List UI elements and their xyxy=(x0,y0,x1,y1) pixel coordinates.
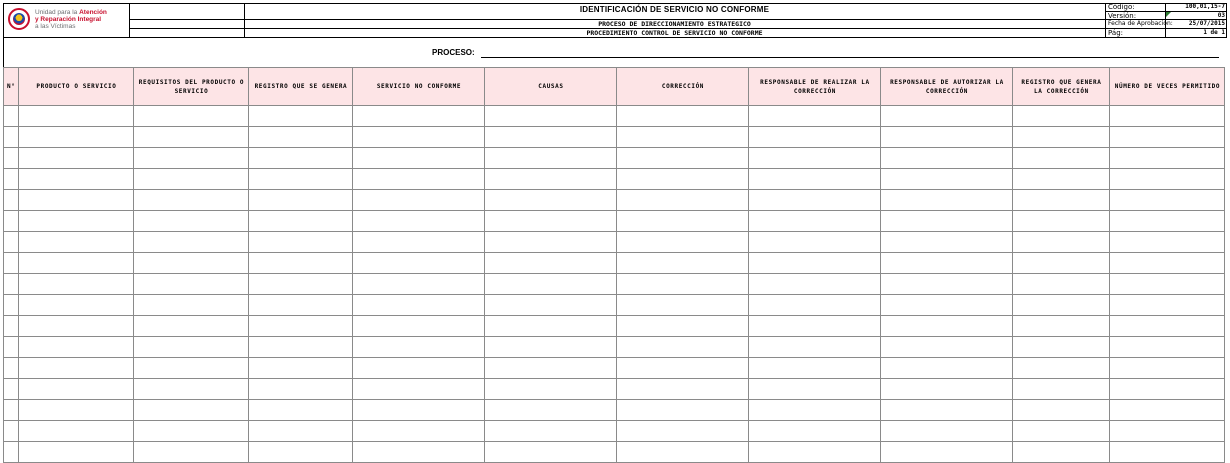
col-record: REGISTRO QUE SE GENERA xyxy=(249,68,353,106)
table-cell[interactable] xyxy=(881,190,1013,211)
table-cell[interactable] xyxy=(4,379,19,400)
table-cell[interactable] xyxy=(881,379,1013,400)
table-cell[interactable] xyxy=(485,106,617,127)
table-cell[interactable] xyxy=(19,169,134,190)
table-cell[interactable] xyxy=(249,127,353,148)
table-cell[interactable] xyxy=(881,148,1013,169)
table-cell[interactable] xyxy=(134,232,249,253)
table-cell[interactable] xyxy=(749,106,881,127)
table-cell[interactable] xyxy=(134,442,249,463)
table-cell[interactable] xyxy=(353,442,485,463)
table-row xyxy=(4,274,1225,295)
table-cell[interactable] xyxy=(4,106,19,127)
table-cell[interactable] xyxy=(1013,169,1110,190)
table-cell[interactable] xyxy=(1110,127,1225,148)
table-cell[interactable] xyxy=(881,400,1013,421)
table-cell[interactable] xyxy=(485,169,617,190)
table-cell[interactable] xyxy=(134,316,249,337)
table-cell[interactable] xyxy=(4,169,19,190)
table-cell[interactable] xyxy=(749,232,881,253)
table-cell[interactable] xyxy=(353,232,485,253)
table-cell[interactable] xyxy=(134,421,249,442)
table-cell[interactable] xyxy=(353,274,485,295)
header-divider xyxy=(129,3,130,38)
table-cell[interactable] xyxy=(1110,190,1225,211)
table-cell[interactable] xyxy=(4,400,19,421)
table-header-row xyxy=(4,68,1225,106)
table-cell[interactable] xyxy=(249,337,353,358)
table-cell[interactable] xyxy=(249,358,353,379)
table-cell[interactable] xyxy=(617,379,749,400)
table-cell[interactable] xyxy=(1013,232,1110,253)
table-cell[interactable] xyxy=(353,253,485,274)
table-cell[interactable] xyxy=(749,127,881,148)
table-cell[interactable] xyxy=(617,211,749,232)
table-cell[interactable] xyxy=(134,211,249,232)
table-cell[interactable] xyxy=(1013,127,1110,148)
table-cell[interactable] xyxy=(1110,169,1225,190)
table-cell[interactable] xyxy=(19,379,134,400)
table-cell[interactable] xyxy=(353,106,485,127)
table-cell[interactable] xyxy=(617,169,749,190)
table-cell[interactable] xyxy=(749,421,881,442)
table-cell[interactable] xyxy=(19,295,134,316)
table-cell[interactable] xyxy=(617,274,749,295)
col-responsible-perform: RESPONSABLE DE REALIZAR LA CORRECCIÓN xyxy=(749,68,881,106)
table-cell[interactable] xyxy=(134,190,249,211)
table-cell[interactable] xyxy=(881,295,1013,316)
table-cell[interactable] xyxy=(1013,379,1110,400)
table-row xyxy=(4,253,1225,274)
table-cell[interactable] xyxy=(617,232,749,253)
table-cell[interactable] xyxy=(485,379,617,400)
table-cell[interactable] xyxy=(4,148,19,169)
table-row xyxy=(4,127,1225,148)
table-row xyxy=(4,169,1225,190)
table-cell[interactable] xyxy=(1110,337,1225,358)
table-cell[interactable] xyxy=(134,358,249,379)
table-row xyxy=(4,421,1225,442)
cell-comment-marker-icon xyxy=(1166,12,1171,17)
table-cell[interactable] xyxy=(1013,421,1110,442)
table-cell[interactable] xyxy=(19,253,134,274)
table-row xyxy=(4,442,1225,463)
table-cell[interactable] xyxy=(881,253,1013,274)
meta-version-value: 03 xyxy=(1217,12,1225,19)
table-cell[interactable] xyxy=(617,358,749,379)
col-correction: CORRECCIÓN xyxy=(617,68,749,106)
table-cell[interactable] xyxy=(134,295,249,316)
table-row xyxy=(4,316,1225,337)
table-cell[interactable] xyxy=(249,316,353,337)
col-requirements: REQUISITOS DEL PRODUCTO O SERVICIO xyxy=(134,68,249,106)
table-cell[interactable] xyxy=(353,211,485,232)
meta-date-value: 25/07/2015 xyxy=(1188,20,1225,27)
table-cell[interactable] xyxy=(4,253,19,274)
table-row xyxy=(4,211,1225,232)
table-cell[interactable] xyxy=(617,106,749,127)
table-cell[interactable] xyxy=(249,169,353,190)
table-cell[interactable] xyxy=(1013,337,1110,358)
table-cell[interactable] xyxy=(134,253,249,274)
table-cell[interactable] xyxy=(485,274,617,295)
table-cell[interactable] xyxy=(617,127,749,148)
table-row xyxy=(4,232,1225,253)
col-times-allowed: NÚMERO DE VECES PERMITIDO xyxy=(1110,68,1225,106)
table-cell[interactable] xyxy=(485,400,617,421)
table-cell[interactable] xyxy=(1110,211,1225,232)
table-cell[interactable] xyxy=(4,442,19,463)
table-cell[interactable] xyxy=(249,148,353,169)
table-row xyxy=(4,337,1225,358)
table-cell[interactable] xyxy=(1110,379,1225,400)
col-product: PRODUCTO O SERVICIO xyxy=(19,68,134,106)
proceso-label: PROCESO: xyxy=(432,48,475,57)
table-row xyxy=(4,106,1225,127)
table-cell[interactable] xyxy=(1013,358,1110,379)
table-cell[interactable] xyxy=(249,106,353,127)
table-cell[interactable] xyxy=(881,442,1013,463)
table-cell[interactable] xyxy=(19,232,134,253)
table-cell[interactable] xyxy=(617,148,749,169)
meta-version-label: Versión: xyxy=(1108,12,1137,20)
table-cell[interactable] xyxy=(749,442,881,463)
table-cell[interactable] xyxy=(881,211,1013,232)
table-cell[interactable] xyxy=(249,211,353,232)
table-row xyxy=(4,190,1225,211)
table-cell[interactable] xyxy=(353,148,485,169)
table-cell[interactable] xyxy=(19,421,134,442)
table-cell[interactable] xyxy=(19,316,134,337)
table-cell[interactable] xyxy=(134,274,249,295)
table-cell[interactable] xyxy=(485,253,617,274)
table-cell[interactable] xyxy=(1110,106,1225,127)
table-cell[interactable] xyxy=(353,316,485,337)
table-cell[interactable] xyxy=(1110,400,1225,421)
meta-code-label: Código: xyxy=(1108,3,1135,11)
table-cell[interactable] xyxy=(353,190,485,211)
table-cell[interactable] xyxy=(1013,148,1110,169)
table-row xyxy=(4,358,1225,379)
table-cell[interactable] xyxy=(881,232,1013,253)
table-cell[interactable] xyxy=(1013,106,1110,127)
table-cell[interactable] xyxy=(19,442,134,463)
table-cell[interactable] xyxy=(485,442,617,463)
col-responsible-authorize: RESPONSABLE DE AUTORIZAR LA CORRECCIÓN xyxy=(881,68,1013,106)
table-cell[interactable] xyxy=(1110,274,1225,295)
table-cell[interactable] xyxy=(353,358,485,379)
procedure-line: PROCEDIMIENTO CONTROL DE SERVICIO NO CONFORME xyxy=(586,29,763,37)
table-cell[interactable] xyxy=(249,274,353,295)
table-cell[interactable] xyxy=(1013,211,1110,232)
table-cell[interactable] xyxy=(485,316,617,337)
table-cell[interactable] xyxy=(1110,253,1225,274)
table-cell[interactable] xyxy=(19,400,134,421)
table-cell[interactable] xyxy=(4,421,19,442)
table-cell[interactable] xyxy=(881,421,1013,442)
table-cell[interactable] xyxy=(19,274,134,295)
table-cell[interactable] xyxy=(749,337,881,358)
coat-of-arms-icon xyxy=(8,8,30,30)
meta-date-label: Fecha de Aprobación: xyxy=(1108,20,1173,27)
table-cell[interactable] xyxy=(1110,295,1225,316)
table-cell[interactable] xyxy=(749,211,881,232)
table-cell[interactable] xyxy=(1110,232,1225,253)
meta-page-label: Pág: xyxy=(1108,29,1123,37)
table-cell[interactable] xyxy=(485,211,617,232)
table-cell[interactable] xyxy=(353,337,485,358)
table-cell[interactable] xyxy=(617,253,749,274)
table-cell[interactable] xyxy=(1013,253,1110,274)
table-cell[interactable] xyxy=(749,274,881,295)
table-cell[interactable] xyxy=(4,337,19,358)
table-cell[interactable] xyxy=(881,337,1013,358)
table-cell[interactable] xyxy=(881,316,1013,337)
col-causes: CAUSAS xyxy=(485,68,617,106)
table-cell[interactable] xyxy=(1110,316,1225,337)
brand-text: Unidad para la Atención y Reparación Integral a las Víctimas xyxy=(35,8,107,30)
table-cell[interactable] xyxy=(617,400,749,421)
table-cell[interactable] xyxy=(485,148,617,169)
proceso-input-line[interactable] xyxy=(481,57,1219,58)
table-cell[interactable] xyxy=(1110,421,1225,442)
table-cell[interactable] xyxy=(4,295,19,316)
table-cell[interactable] xyxy=(134,400,249,421)
table-cell[interactable] xyxy=(881,358,1013,379)
table-cell[interactable] xyxy=(249,190,353,211)
process-line: PROCESO DE DIRECCIONAMIENTO ESTRATEGICO xyxy=(598,20,751,28)
table-cell[interactable] xyxy=(617,316,749,337)
table-cell[interactable] xyxy=(249,442,353,463)
table-cell[interactable] xyxy=(1013,190,1110,211)
table-cell[interactable] xyxy=(19,190,134,211)
table-cell[interactable] xyxy=(134,148,249,169)
table-cell[interactable] xyxy=(4,211,19,232)
table-cell[interactable] xyxy=(749,169,881,190)
col-nonconforming: SERVICIO NO CONFORME xyxy=(353,68,485,106)
table-cell[interactable] xyxy=(617,421,749,442)
table-cell[interactable] xyxy=(485,232,617,253)
meta-code-value: 100,01,15-7 xyxy=(1185,3,1225,10)
table-cell[interactable] xyxy=(353,400,485,421)
header-divider xyxy=(1105,3,1106,38)
table-cell[interactable] xyxy=(134,127,249,148)
col-correction-record: REGISTRO QUE GENERA LA CORRECCIÓN xyxy=(1013,68,1110,106)
nonconforming-service-table xyxy=(3,67,1225,463)
table-cell[interactable] xyxy=(1013,316,1110,337)
table-row xyxy=(4,148,1225,169)
table-cell[interactable] xyxy=(19,358,134,379)
document-title: IDENTIFICACIÓN DE SERVICIO NO CONFORME xyxy=(579,5,770,14)
table-cell[interactable] xyxy=(1013,442,1110,463)
table-cell[interactable] xyxy=(749,253,881,274)
table-cell[interactable] xyxy=(134,379,249,400)
table-cell[interactable] xyxy=(617,337,749,358)
table-cell[interactable] xyxy=(749,295,881,316)
table-cell[interactable] xyxy=(1013,274,1110,295)
table-cell[interactable] xyxy=(749,148,881,169)
table-cell[interactable] xyxy=(353,379,485,400)
logo xyxy=(8,6,130,32)
table-cell[interactable] xyxy=(749,316,881,337)
table-cell[interactable] xyxy=(4,316,19,337)
table-cell[interactable] xyxy=(134,337,249,358)
table-cell[interactable] xyxy=(485,337,617,358)
table-cell[interactable] xyxy=(617,295,749,316)
table-cell[interactable] xyxy=(19,148,134,169)
table-cell[interactable] xyxy=(4,358,19,379)
table-cell[interactable] xyxy=(353,295,485,316)
table-cell[interactable] xyxy=(1110,358,1225,379)
table-cell[interactable] xyxy=(19,106,134,127)
table-row xyxy=(4,379,1225,400)
table-cell[interactable] xyxy=(881,127,1013,148)
table-cell[interactable] xyxy=(881,169,1013,190)
table-cell[interactable] xyxy=(485,421,617,442)
table-cell[interactable] xyxy=(881,274,1013,295)
table-cell[interactable] xyxy=(249,232,353,253)
table-cell[interactable] xyxy=(749,379,881,400)
table-cell[interactable] xyxy=(353,421,485,442)
table-cell[interactable] xyxy=(249,421,353,442)
table-cell[interactable] xyxy=(1110,148,1225,169)
table-cell[interactable] xyxy=(1110,442,1225,463)
table-cell[interactable] xyxy=(4,274,19,295)
table-cell[interactable] xyxy=(19,127,134,148)
table-cell[interactable] xyxy=(134,106,249,127)
table-cell[interactable] xyxy=(485,295,617,316)
table-cell[interactable] xyxy=(134,169,249,190)
table-cell[interactable] xyxy=(749,358,881,379)
table-row xyxy=(4,400,1225,421)
table-cell[interactable] xyxy=(4,190,19,211)
table-cell[interactable] xyxy=(249,400,353,421)
table-cell[interactable] xyxy=(19,211,134,232)
table-row xyxy=(4,295,1225,316)
table-cell[interactable] xyxy=(617,442,749,463)
table-cell[interactable] xyxy=(249,295,353,316)
table-cell[interactable] xyxy=(249,379,353,400)
table-cell[interactable] xyxy=(617,190,749,211)
meta-page-value: 1 de 1 xyxy=(1203,29,1225,36)
table-cell[interactable] xyxy=(19,337,134,358)
table-cell[interactable] xyxy=(4,127,19,148)
table-cell[interactable] xyxy=(881,106,1013,127)
table-cell[interactable] xyxy=(749,190,881,211)
table-cell[interactable] xyxy=(1013,400,1110,421)
table-cell[interactable] xyxy=(485,358,617,379)
table-cell[interactable] xyxy=(749,400,881,421)
table-cell[interactable] xyxy=(249,253,353,274)
table-cell[interactable] xyxy=(1013,295,1110,316)
col-number: N° xyxy=(4,68,19,106)
table-cell[interactable] xyxy=(353,127,485,148)
table-cell[interactable] xyxy=(485,127,617,148)
table-cell[interactable] xyxy=(353,169,485,190)
table-cell[interactable] xyxy=(4,232,19,253)
table-cell[interactable] xyxy=(485,190,617,211)
